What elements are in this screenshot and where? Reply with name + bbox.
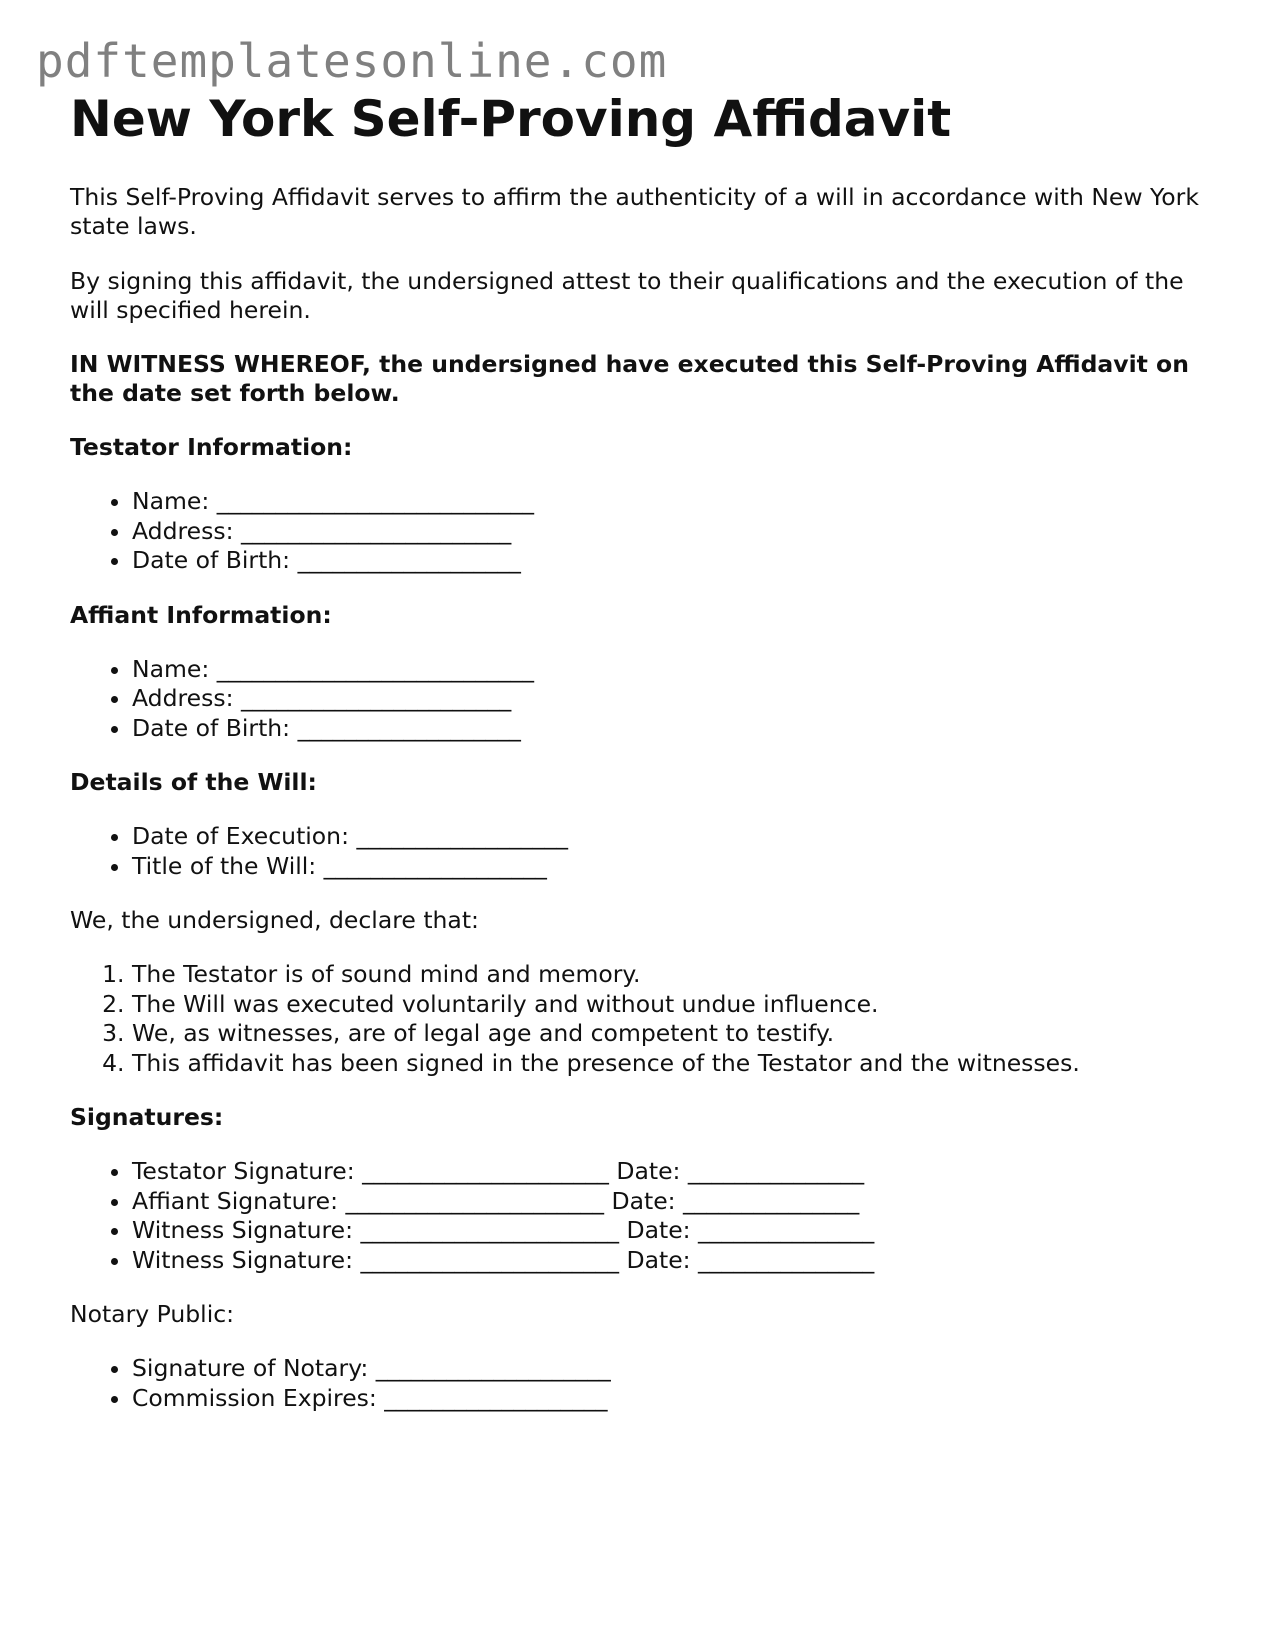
will-execution-date-field[interactable]: • Date of Execution: __________________ (132, 822, 1220, 852)
commission-expires-field[interactable]: • Commission Expires: ___________________ (132, 1384, 1220, 1414)
affiant-signature-field[interactable]: • Affiant Signature: ______________________ Date: _______________ (132, 1187, 1220, 1217)
declaration-list (70, 960, 1220, 1078)
signatures-field-list (70, 1157, 1220, 1275)
testator-name-field[interactable]: • Name: ___________________________ (132, 487, 1220, 517)
will-details-field-list (70, 822, 1220, 881)
will-title-field[interactable]: • Title of the Will: ___________________ (132, 852, 1220, 882)
affiant-dob-field[interactable]: • Date of Birth: ___________________ (132, 714, 1220, 744)
affiant-field-list (70, 655, 1220, 744)
intro-paragraph-1: This Self-Proving Affidavit serves to affirm the authenticity of a will in accordance with New York state laws. (70, 183, 1199, 240)
declaration-item: 4. This affidavit has been signed in the presence of the Testator and the witnesses. (132, 1049, 1220, 1079)
declaration-item: 3. We, as witnesses, are of legal age and competent to testify. (132, 1019, 1220, 1049)
declaration-item: 1. The Testator is of sound mind and memory. (132, 960, 1220, 990)
witness-signature-field-2[interactable]: • Witness Signature: ______________________ Date: _______________ (132, 1246, 1220, 1276)
testator-address-field[interactable]: • Address: _______________________ (132, 517, 1220, 547)
document-body (70, 90, 1220, 1413)
document-title: New York Self-Proving Affidavit (70, 90, 952, 148)
intro-paragraph-2: By signing this affidavit, the undersigned attest to their qualifications and the execution of the will specified herein. (70, 267, 1184, 324)
testator-field-list (70, 487, 1220, 576)
affiant-address-field[interactable]: • Address: _______________________ (132, 684, 1220, 714)
watermark-text: pdftemplatesonline.com (36, 34, 668, 88)
notary-signature-field[interactable]: • Signature of Notary: ____________________ (132, 1354, 1220, 1384)
notary-field-list (70, 1354, 1220, 1413)
notary-heading: Notary Public: (70, 1300, 235, 1328)
testator-signature-field[interactable]: • Testator Signature: _____________________ Date: _______________ (132, 1157, 1220, 1187)
declaration-item: 2. The Will was executed voluntarily and without undue influence. (132, 990, 1220, 1020)
testator-dob-field[interactable]: • Date of Birth: ___________________ (132, 546, 1220, 576)
affiant-name-field[interactable]: • Name: ___________________________ (132, 655, 1220, 685)
declaration-intro: We, the undersigned, declare that: (70, 906, 479, 934)
affiant-heading: Affiant Information: (70, 600, 332, 629)
signatures-heading: Signatures: (70, 1103, 224, 1131)
testator-heading: Testator Information: (70, 433, 353, 461)
witness-statement: IN WITNESS WHEREOF, the undersigned have executed this Self-Proving Affidavit on the date set forth below. (70, 350, 1189, 407)
witness-signature-field-1[interactable]: • Witness Signature: ______________________ Date: _______________ (132, 1216, 1220, 1246)
will-details-heading: Details of the Will: (70, 768, 317, 796)
